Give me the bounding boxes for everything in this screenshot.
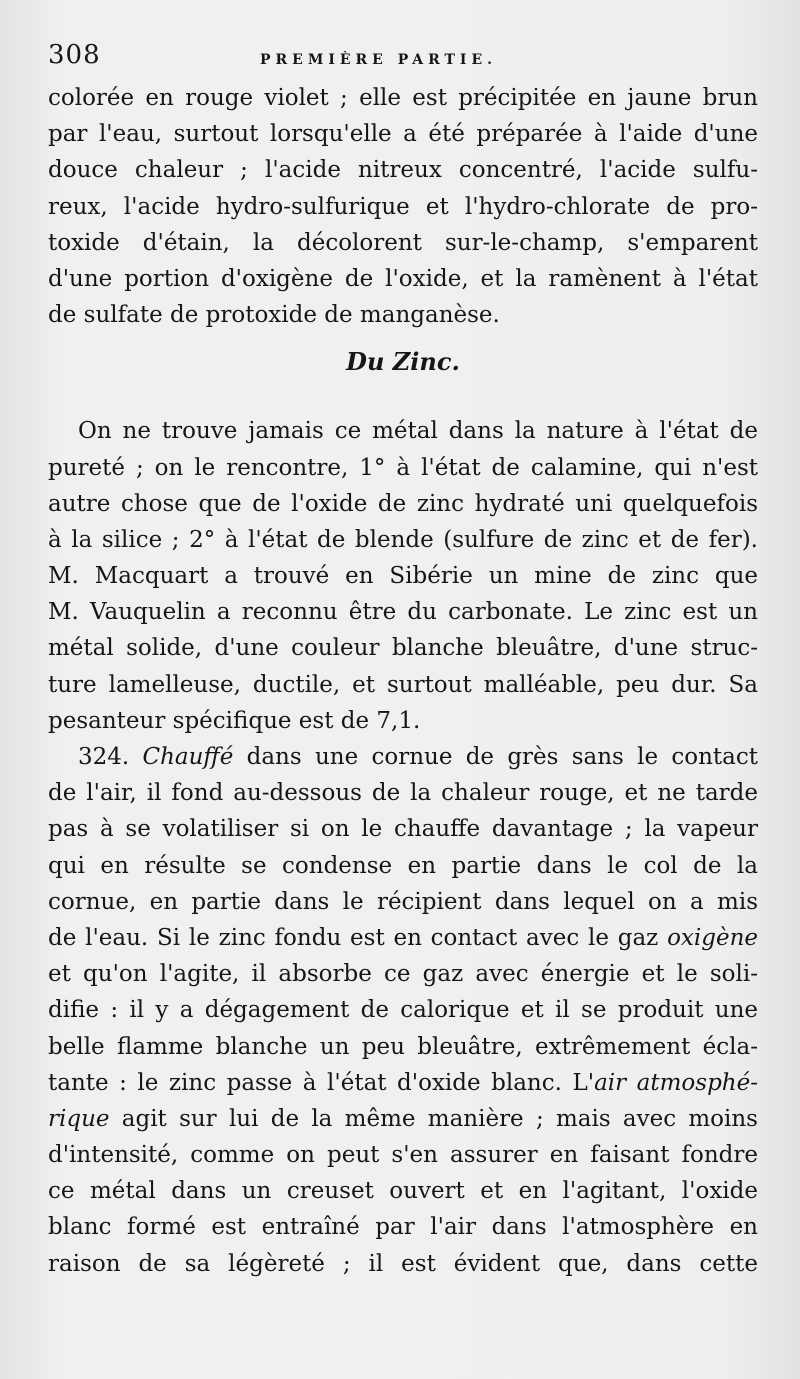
text-line: pesanteur spécifique est de 7,1. (48, 707, 421, 734)
text-line: M. Vauquelin a reconnu être du carbonate. Le zinc est un (48, 599, 758, 626)
text-line: d'une portion d'oxigène de l'oxide, et la ramènent à l'état (48, 265, 758, 292)
page-number: 308 (48, 40, 101, 70)
text-line: par l'eau, surtout lorsqu'elle a été préparée à l'aide d'une (48, 121, 758, 148)
paragraph-324 (48, 739, 758, 1282)
text-line: On ne trouve jamais ce métal dans la nature à l'état de (78, 418, 758, 445)
italic-term: rique (48, 1105, 110, 1132)
text-line: qui en résulte se condense en partie dans le col de la (48, 852, 758, 879)
text-line: d'intensité, comme on peut s'en assurer en faisant fondre (48, 1142, 758, 1169)
text-line: cornue, en partie dans le récipient dans lequel on a mis (48, 888, 758, 915)
text-line: ture lamelleuse, ductile, et surtout malléable, peu dur. Sa (48, 671, 758, 698)
text-line (48, 920, 758, 956)
text-line: belle flamme blanche un peu bleuâtre, extrêmement écla- (48, 1033, 758, 1060)
text-line: M. Macquart a trouvé en Sibérie un mine de zinc que (48, 563, 758, 590)
text-line: ce métal dans un creuset ouvert et en l'agitant, l'oxide (48, 1178, 758, 1205)
italic-term: Chauffé (142, 744, 234, 770)
text-line: difie : il y a dégagement de calorique et il se produit une (48, 997, 758, 1024)
text-line: métal solide, d'une couleur blanche bleuâtre, d'une struc- (48, 635, 758, 662)
text-line: colorée en rouge violet ; elle est précipitée en jaune brun (48, 85, 758, 111)
italic-term: oxigène (667, 924, 759, 951)
page-header (48, 40, 768, 80)
text-span: agit sur lui de la même manière ; mais avec moins (121, 1105, 758, 1132)
text-line (48, 1065, 758, 1101)
text-line: et qu'on l'agite, il absorbe ce gaz avec énergie et le soli- (48, 961, 758, 988)
text-line: douce chaleur ; l'acide nitreux concentré, l'acide sulfu- (48, 157, 758, 184)
text-line: pureté ; on le rencontre, 1° à l'état de calamine, qui n'est (48, 454, 758, 481)
text-span: dans une cornue de grès sans le contact (246, 744, 758, 770)
spacer (48, 391, 758, 413)
italic-term: air atmosphé- (594, 1069, 758, 1096)
text-line: toxide d'étain, la décolorent sur-le-champ, s'emparent (48, 229, 758, 256)
text-line: autre chose que de l'oxide de zinc hydraté uni quelquefois (48, 490, 758, 517)
text-line: de sulfate de protoxide de manganèse. (48, 302, 500, 329)
paragraph-zinc-nature (48, 413, 758, 739)
text-line: de l'air, il fond au-dessous de la chaleur rouge, et ne tarde (48, 780, 758, 807)
paragraph-number: 324. (78, 744, 130, 770)
text-line: reux, l'acide hydro-sulfurique et l'hydro-chlorate de pro- (48, 193, 758, 220)
text-span: de l'eau. Si le zinc fondu est en contact avec le gaz (48, 924, 659, 951)
text-line: raison de sa légèreté ; il est évident que, dans cette (48, 1250, 758, 1277)
section-heading: Du Zinc. (346, 347, 460, 377)
text-line: pas à se volatiliser si on le chauffe davantage ; la vapeur (48, 816, 758, 843)
text-line: à la silice ; 2° à l'état de blende (sulfure de zinc et de fer). (48, 526, 758, 553)
running-head: PREMIÈRE PARTIE. (260, 52, 498, 68)
text-line (48, 739, 758, 775)
text-line (48, 1101, 758, 1137)
text-span: tante : le zinc passe à l'état d'oxide blanc. L' (48, 1069, 595, 1096)
paragraph-manganese (48, 80, 758, 333)
body-text (48, 80, 758, 1282)
text-line: blanc formé est entraîné par l'air dans l'atmosphère en (48, 1214, 758, 1241)
